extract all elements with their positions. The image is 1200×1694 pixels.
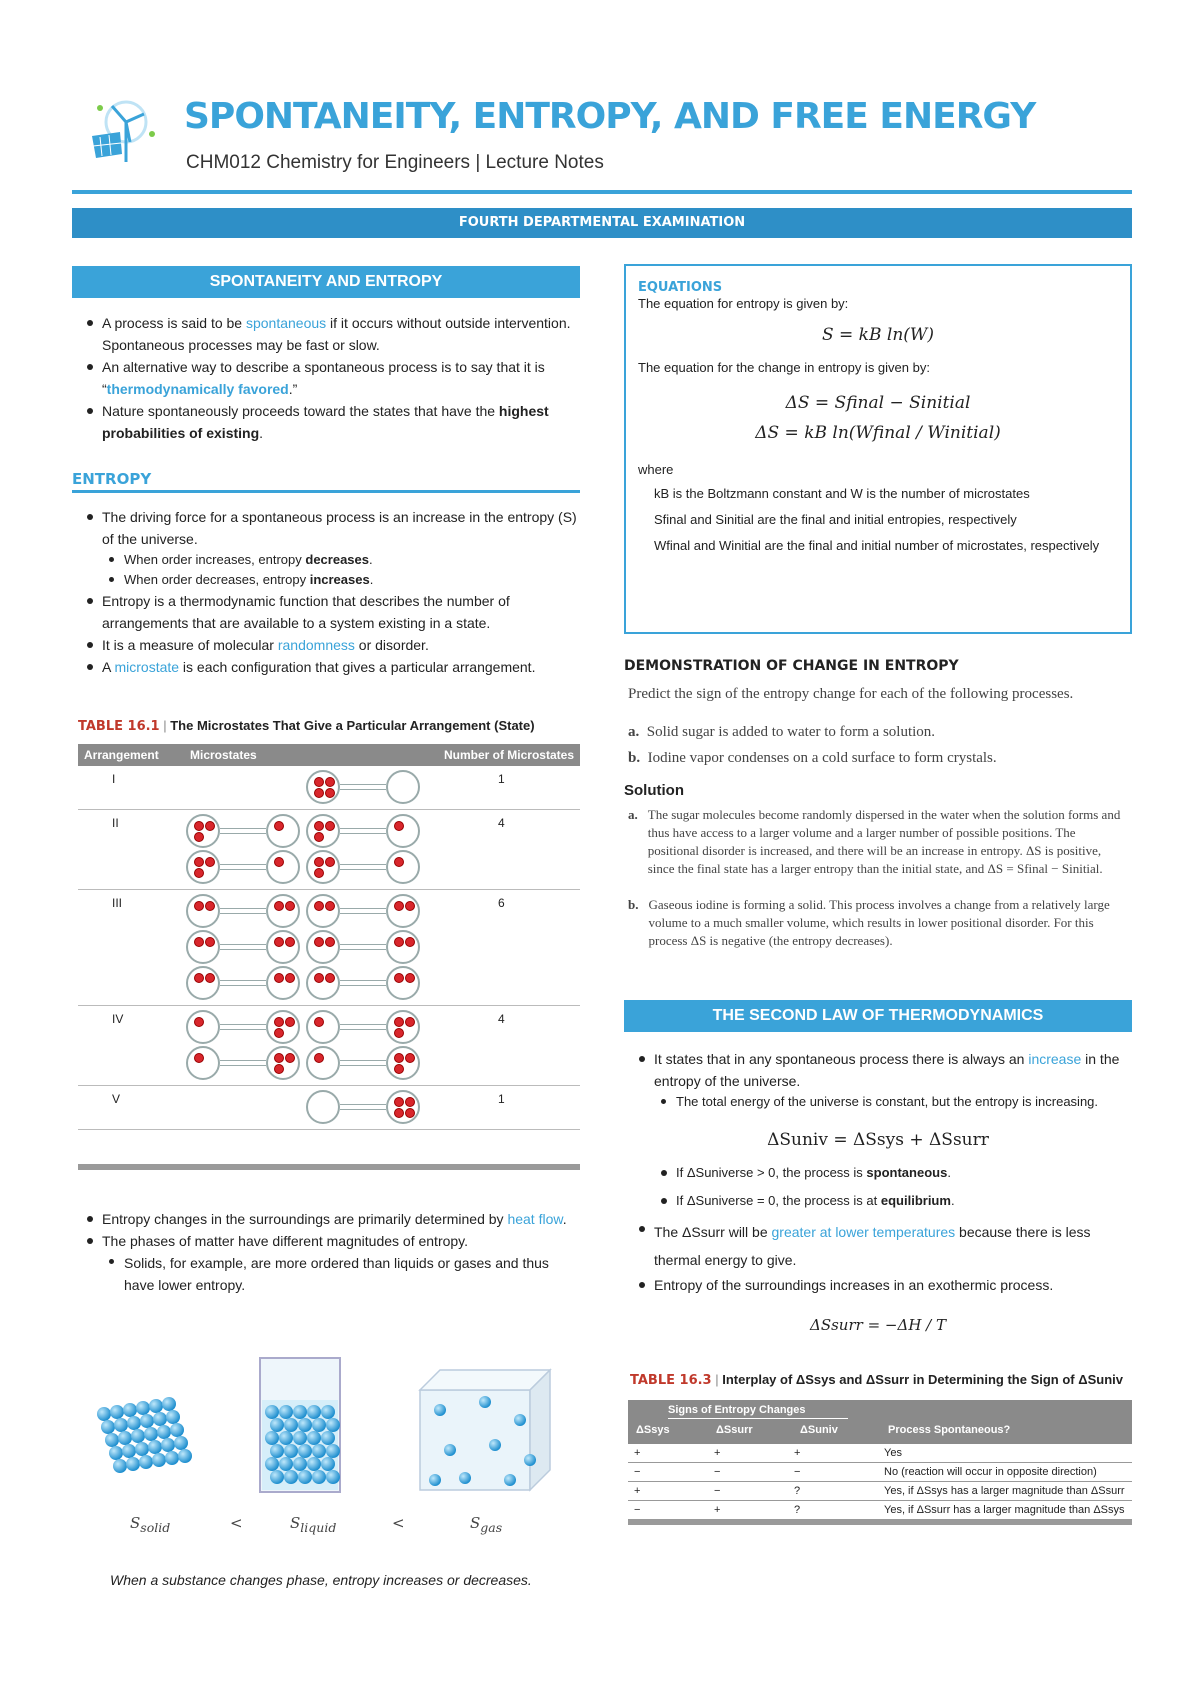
liquid-particle — [298, 1444, 312, 1458]
table-row — [628, 1463, 1132, 1482]
liquid-particle — [312, 1470, 326, 1484]
solid-particle — [157, 1425, 171, 1439]
page-subtitle: CHM012 Chemistry for Engineers | Lecture Notes — [186, 152, 604, 173]
microstate-flask-pair — [186, 966, 300, 1000]
table-row — [78, 810, 580, 890]
signs-table-body — [628, 1444, 1132, 1520]
table-header-cell: Arrangement — [84, 748, 159, 762]
table-group-header: Signs of Entropy Changes — [668, 1404, 848, 1419]
microstate-count: 1 — [498, 772, 505, 786]
arrangement-label: V — [112, 1092, 121, 1106]
solid-particle — [144, 1427, 158, 1441]
arrangement-label: III — [112, 896, 123, 910]
less-than-symbol: < — [230, 1514, 243, 1532]
table-row — [78, 1006, 580, 1086]
list-item: The ΔSsurr will be greater at lower temperatures because there is less thermal energy to give. — [632, 1218, 1132, 1274]
list-item: When order decreases, entropy increases. — [102, 570, 580, 590]
demo-question: Predict the sign of the entropy change for each of the following processes. — [628, 686, 1074, 702]
solid-particle — [127, 1416, 141, 1430]
entropy-signs-table — [628, 1400, 1132, 1525]
demo-heading: DEMONSTRATION OF CHANGE IN ENTROPY — [624, 658, 959, 674]
microstate-flask-pair — [306, 1046, 420, 1080]
table-cell: − — [788, 1463, 878, 1482]
table-row — [628, 1501, 1132, 1520]
solid-particle — [152, 1453, 166, 1467]
spontaneity-list — [80, 312, 580, 444]
liquid-particle — [326, 1418, 340, 1432]
table-16-1-caption: TABLE 16.1 | The Microstates That Give a Particular Arrangement (State) — [78, 718, 535, 734]
delta-entropy-microstates-equation: ΔS = kB ln(Wfinal / Winitial) — [755, 423, 1001, 443]
table-cell: + — [628, 1482, 708, 1501]
solid-particle — [135, 1442, 149, 1456]
gas-particle — [479, 1396, 491, 1408]
microstate-count: 4 — [498, 816, 505, 830]
equation-intro: The equation for the change in entropy is given by: — [638, 360, 930, 375]
list-item: Entropy of the surroundings increases in an exothermic process. — [632, 1274, 1132, 1296]
list-item: The phases of matter have different magnitudes of entropy. Solids, for example, are more ordered than liquids or gases and thus have lower entropy. — [80, 1230, 580, 1296]
solid-particle — [131, 1429, 145, 1443]
liquid-particle — [321, 1431, 335, 1445]
list-item: The driving force for a spontaneous process is an increase in the entropy (S) of the universe. When order increases, entropy decreases. When order decreases, entropy increases. — [80, 506, 580, 590]
liquid-particle — [270, 1470, 284, 1484]
solid-particle — [97, 1407, 111, 1421]
solid-particle — [101, 1420, 115, 1434]
s-solid-label: $S_{solid}$ — [130, 1514, 171, 1535]
delta-entropy-equation: ΔS = Sfinal − Sinitial — [785, 393, 971, 413]
solid-particle — [122, 1444, 136, 1458]
table-header — [628, 1400, 1132, 1444]
table-cell: + — [708, 1444, 788, 1463]
liquid-particle — [279, 1405, 293, 1419]
exam-banner: FOURTH DEPARTMENTAL EXAMINATION — [72, 208, 1132, 238]
microstate-flask-pair — [306, 814, 420, 848]
solid-particle — [148, 1440, 162, 1454]
list-item: If ΔSuniverse = 0, the process is at equilibrium. — [654, 1190, 1132, 1212]
liquid-particle — [284, 1444, 298, 1458]
microstate-flask-pair — [186, 1046, 300, 1080]
solid-particle — [165, 1451, 179, 1465]
table-header-cell: ΔSuniv — [800, 1424, 838, 1436]
solid-particle — [105, 1433, 119, 1447]
liquid-particle — [321, 1457, 335, 1471]
microstates-table — [78, 744, 580, 1170]
liquid-particle — [265, 1457, 279, 1471]
liquid-particle — [326, 1444, 340, 1458]
arrangement-label: IV — [112, 1012, 124, 1026]
list-item: A process is said to be spontaneous if it occurs without outside intervention. Spontaneous processes may be fast or slow. — [80, 312, 580, 356]
liquid-particle — [307, 1457, 321, 1471]
solid-particle — [114, 1418, 128, 1432]
table-header-cell: Number of Microstates — [443, 748, 574, 762]
liquid-particle — [312, 1444, 326, 1458]
microstate-flask-pair — [306, 1010, 420, 1044]
liquid-particle — [307, 1405, 321, 1419]
definition-line: Wfinal and Winitial are the final and initial number of microstates, respectively — [654, 538, 1100, 553]
where-label: where — [638, 462, 674, 477]
heat-flow-list — [80, 1208, 580, 1296]
microstate-flask-pair — [306, 966, 420, 1000]
liquid-particle — [293, 1405, 307, 1419]
solid-particle — [139, 1455, 153, 1469]
demo-item-b: b. Iodine vapor condenses on a cold surface to form crystals. — [628, 750, 997, 766]
s-gas-label: $S_{gas}$ — [470, 1514, 503, 1535]
microstate-count: 6 — [498, 896, 505, 910]
solution-a: a. The sugar molecules become randomly dispersed in the water when the solution forms and thus have access to a larger volume and a larger number of possible positions. The positional disorder is increased, and there will be an increase in entropy. ΔS is positive, since the final state has a larger entropy than the initial state, and ΔS = Sfinal − Sinitial. — [628, 807, 1121, 876]
liquid-particle — [307, 1431, 321, 1445]
microstate-flask-pair — [306, 930, 420, 964]
table-cell: − — [708, 1482, 788, 1501]
microstate-flask-pair — [186, 894, 300, 928]
table-row — [628, 1444, 1132, 1463]
liquid-particle — [312, 1418, 326, 1432]
table-header-cell: Process Spontaneous? — [888, 1424, 1011, 1436]
table-header — [78, 744, 580, 766]
liquid-particle — [293, 1431, 307, 1445]
arrangement-label: II — [112, 816, 119, 830]
solid-particle — [136, 1401, 150, 1415]
liquid-particle — [284, 1418, 298, 1432]
solid-particle — [170, 1423, 184, 1437]
table-cell: Yes, if ΔSsurr has a larger magnitude than ΔSsys — [878, 1501, 1132, 1520]
liquid-particle — [279, 1457, 293, 1471]
liquid-particle — [293, 1457, 307, 1471]
list-item: If ΔSuniverse > 0, the process is spontaneous. — [654, 1162, 1132, 1184]
table-header-cell: ΔSsys — [636, 1424, 670, 1436]
solid-particle — [166, 1410, 180, 1424]
phase-diagram-image — [90, 1350, 570, 1500]
table-cell: − — [628, 1463, 708, 1482]
table-cell: + — [788, 1444, 878, 1463]
liquid-particle — [270, 1444, 284, 1458]
microstate-flask-pair — [306, 894, 420, 928]
gas-particle — [489, 1439, 501, 1451]
solid-particle — [149, 1399, 163, 1413]
gas-particle — [434, 1404, 446, 1416]
list-item: Solids, for example, are more ordered than liquids or gases and thus have lower entropy. — [102, 1252, 580, 1296]
microstate-flask-pair — [186, 850, 300, 884]
microstate-flask-pair — [306, 1090, 420, 1124]
universe-entropy-equation: ΔSuniv = ΔSsys + ΔSsurr — [767, 1130, 989, 1150]
solid-particle — [110, 1405, 124, 1419]
solid-particle — [140, 1414, 154, 1428]
s-liquid-label: $S_{liquid}$ — [290, 1514, 337, 1535]
entropy-list — [80, 506, 580, 678]
liquid-particle — [326, 1470, 340, 1484]
liquid-particle — [298, 1470, 312, 1484]
liquid-particle — [279, 1431, 293, 1445]
solid-particle — [153, 1412, 167, 1426]
gas-particle — [459, 1472, 471, 1484]
entropy-equation: S = kB ln(W) — [821, 325, 935, 345]
microstate-flask-pair — [306, 770, 420, 804]
table-cell: No (reaction will occur in opposite direction) — [878, 1463, 1132, 1482]
gas-particle — [504, 1474, 516, 1486]
equation-intro: The equation for entropy is given by: — [638, 296, 849, 311]
definition-line: kB is the Boltzmann constant and W is the number of microstates — [654, 486, 1030, 501]
solid-particle — [118, 1431, 132, 1445]
microstate-count: 4 — [498, 1012, 505, 1026]
table-cell: + — [628, 1444, 708, 1463]
solid-particle — [126, 1457, 140, 1471]
equations-heading: EQUATIONS — [638, 280, 723, 295]
entropy-divider — [72, 490, 580, 493]
second-law-conditions — [632, 1162, 1132, 1296]
list-item: A microstate is each configuration that gives a particular arrangement. — [80, 656, 580, 678]
less-than-symbol: < — [392, 1514, 405, 1532]
surroundings-entropy-equation: ΔSsurr = −ΔH / T — [810, 1316, 946, 1334]
solid-particle — [109, 1446, 123, 1460]
phase-caption: When a substance changes phase, entropy increases or decreases. — [110, 1572, 532, 1588]
table-cell: Yes, if ΔSsys has a larger magnitude than ΔSsurr — [878, 1482, 1132, 1501]
gas-particle — [429, 1474, 441, 1486]
table-row — [78, 890, 580, 1006]
liquid-particle — [265, 1431, 279, 1445]
list-item: Nature spontaneously proceeds toward the states that have the highest probabilities of existing. — [80, 400, 580, 444]
solid-particle — [174, 1436, 188, 1450]
solid-particle — [161, 1438, 175, 1452]
table-row — [78, 1086, 580, 1130]
liquid-particle — [321, 1405, 335, 1419]
gas-particle — [514, 1414, 526, 1426]
list-item: Entropy changes in the surroundings are primarily determined by heat flow. — [80, 1208, 580, 1230]
microstate-flask-pair — [306, 850, 420, 884]
table-cell: ? — [788, 1482, 878, 1501]
second-law-list — [632, 1048, 1132, 1112]
gas-particle — [444, 1444, 456, 1456]
phase-illustration — [90, 1350, 570, 1500]
table-body — [78, 766, 580, 1164]
list-item: It is a measure of molecular randomness or disorder. — [80, 634, 580, 656]
table-16-3-caption: TABLE 16.3 | Interplay of ΔSsys and ΔSsurr in Determining the Sign of ΔSuniv — [630, 1372, 1123, 1388]
microstate-flask-pair — [186, 1010, 300, 1044]
table-cell: + — [708, 1501, 788, 1520]
list-item: It states that in any spontaneous process there is always an increase in the entropy of the universe. The total energy of the universe is constant, but the entropy is increasing. — [632, 1048, 1132, 1112]
section-title-second-law: THE SECOND LAW OF THERMODYNAMICS — [624, 1000, 1132, 1032]
solid-particle — [162, 1397, 176, 1411]
solid-particle — [178, 1449, 192, 1463]
solid-particle — [123, 1403, 137, 1417]
list-item: An alternative way to describe a spontaneous process is to say that it is “thermodynamically favored.” — [80, 356, 580, 400]
gas-particle — [524, 1454, 536, 1466]
liquid-particle — [265, 1405, 279, 1419]
header-divider — [72, 190, 1132, 194]
equations-box — [624, 264, 1132, 634]
arrangement-label: I — [112, 772, 116, 786]
list-item: The total energy of the universe is constant, but the entropy is increasing. — [654, 1092, 1132, 1112]
definition-line: Sfinal and Sinitial are the final and initial entropies, respectively — [654, 512, 1017, 527]
table-header-cell: ΔSsurr — [716, 1424, 753, 1436]
table-cell: ? — [788, 1501, 878, 1520]
liquid-particle — [298, 1418, 312, 1432]
table-row — [628, 1482, 1132, 1501]
microstate-flask-pair — [186, 814, 300, 848]
table-cell: Yes — [878, 1444, 1132, 1463]
liquid-particle — [284, 1470, 298, 1484]
table-cell: − — [708, 1463, 788, 1482]
demo-item-a: a. Solid sugar is added to water to form a solution. — [628, 724, 936, 740]
solution-b: b. Gaseous iodine is forming a solid. This process involves a change from a relatively large volume to a much smaller volume, which results in lower positional disorder. For this process ΔS is negative (the entropy decreases). — [628, 897, 1110, 948]
logo-icon — [90, 92, 162, 164]
solution-label: Solution — [624, 782, 684, 799]
microstate-count: 1 — [498, 1092, 505, 1106]
entropy-heading: ENTROPY — [72, 470, 152, 488]
table-header-cell: Microstates — [190, 748, 257, 762]
section-title-spontaneity: SPONTANEITY AND ENTROPY — [72, 266, 580, 298]
solid-particle — [113, 1459, 127, 1473]
list-item: Entropy is a thermodynamic function that describes the number of arrangements that are available to a system existing in a state. — [80, 590, 580, 634]
liquid-particle — [270, 1418, 284, 1432]
page-title: SPONTANEITY, ENTROPY, AND FREE ENERGY — [184, 96, 1036, 137]
table-row — [78, 766, 580, 810]
microstate-flask-pair — [186, 930, 300, 964]
table-cell: − — [628, 1501, 708, 1520]
list-item: When order increases, entropy decreases. — [102, 550, 580, 570]
